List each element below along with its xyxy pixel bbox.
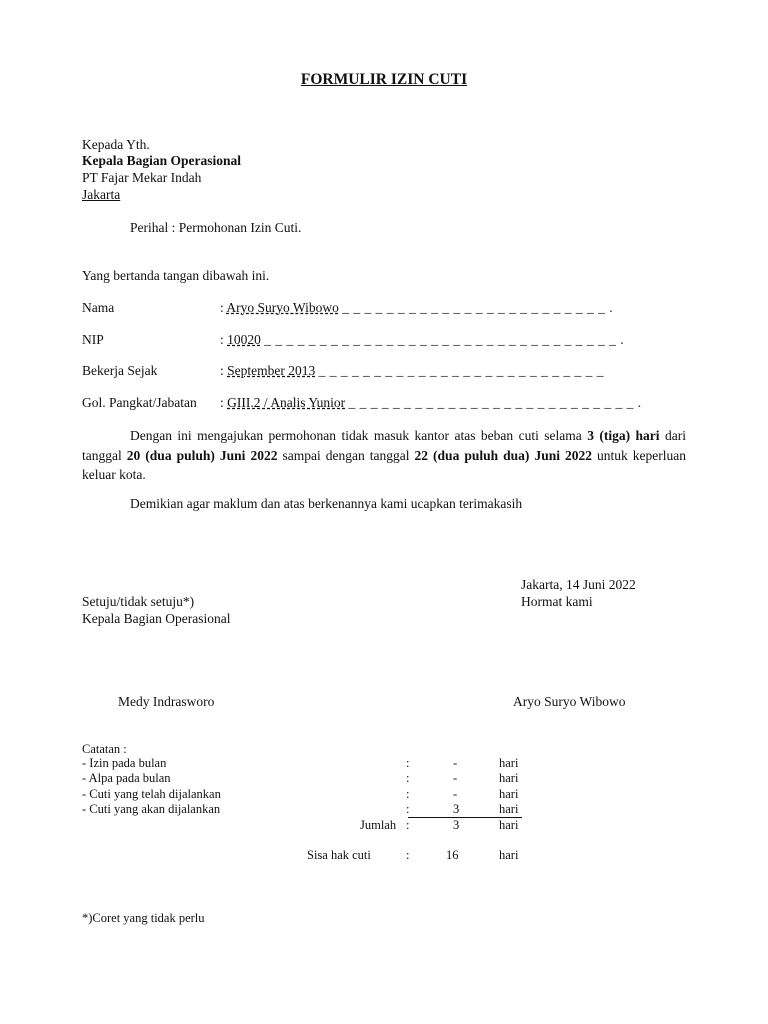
field-label-jabatan: Gol. Pangkat/Jabatan bbox=[82, 395, 197, 410]
intro-text: Yang bertanda tangan dibawah ini. bbox=[82, 268, 270, 283]
field-text-nip: 10020 bbox=[227, 332, 261, 347]
field-fill-jabatan: _ _ _ _ _ _ _ _ _ _ _ _ _ _ _ _ _ _ _ _ _ _ _ _ _ _ . bbox=[348, 395, 642, 410]
total-unit: hari bbox=[499, 818, 519, 832]
field-text-bekerja-sejak: September 2013 bbox=[227, 363, 316, 378]
remaining-label: Sisa hak cuti bbox=[307, 848, 371, 862]
field-label-bekerja-sejak: Bekerja Sejak bbox=[82, 363, 158, 378]
notes-heading: Catatan : bbox=[82, 742, 127, 756]
recipient-salutation: Kepada Yth. bbox=[82, 137, 150, 152]
note-label: - Cuti yang akan dijalankan bbox=[82, 802, 221, 816]
total-label: Jumlah bbox=[360, 818, 397, 832]
field-label-nama: Nama bbox=[82, 300, 115, 315]
recipient-city: Jakarta bbox=[82, 187, 121, 202]
field-fill-bekerja-sejak: _ _ _ _ _ _ _ _ _ _ _ _ _ _ _ _ _ _ _ _ _ _ _ _ _ _ bbox=[318, 363, 604, 378]
note-unit: hari bbox=[499, 802, 519, 816]
approver-name: Medy Indrasworo bbox=[118, 694, 215, 709]
body-start-date: 20 (dua puluh) Juni 2022 bbox=[126, 447, 278, 463]
note-colon: : bbox=[406, 771, 410, 785]
note-value: - bbox=[453, 787, 458, 801]
field-value-nip: : 10020 _ _ _ _ _ _ _ _ _ _ _ _ _ _ _ _ _ _ _ _ _ _ _ _ _ _ _ _ _ _ _ _ . bbox=[220, 332, 625, 347]
field-value-jabatan: : GIII.2 / Analis Yunior _ _ _ _ _ _ _ _ _ _ _ _ _ _ _ _ _ _ _ _ _ _ _ _ _ _ . bbox=[220, 395, 642, 410]
field-value-bekerja-sejak: : September 2013 _ _ _ _ _ _ _ _ _ _ _ _ _ _ _ _ _ _ _ _ _ _ _ _ _ _ bbox=[220, 363, 604, 378]
total-value: 3 bbox=[453, 818, 460, 832]
recipient-company: PT Fajar Mekar Indah bbox=[82, 170, 202, 185]
body-text-3: sampai dengan tanggal bbox=[282, 447, 410, 463]
subject-line: Perihal : Permohonan Izin Cuti. bbox=[130, 220, 302, 235]
request-paragraph bbox=[82, 426, 686, 485]
field-text-jabatan: GIII.2 / Analis Yunior bbox=[227, 395, 346, 410]
footnote: *)Coret yang tidak perlu bbox=[82, 911, 205, 925]
field-text-nama: Aryo Suryo Wibowo bbox=[226, 300, 339, 315]
note-unit: hari bbox=[499, 756, 519, 770]
note-colon: : bbox=[406, 787, 410, 801]
remaining-unit: hari bbox=[499, 848, 519, 862]
field-fill-nama: _ _ _ _ _ _ _ _ _ _ _ _ _ _ _ _ _ _ _ _ _ _ _ _ . bbox=[342, 300, 614, 315]
note-label: - Cuti yang telah dijalankan bbox=[82, 787, 221, 801]
note-value: 3 bbox=[453, 802, 460, 816]
closing-text: Demikian agar maklum dan atas berkenannya kami ucapkan terimakasih bbox=[130, 496, 523, 511]
body-duration: 3 (tiga) hari bbox=[587, 428, 660, 443]
applicant-name: Aryo Suryo Wibowo bbox=[513, 694, 626, 709]
total-colon: : bbox=[406, 818, 410, 832]
body-text-4: untuk keperluan keluar kota. bbox=[82, 447, 687, 482]
note-value: - bbox=[453, 771, 458, 785]
note-label: - Izin pada bulan bbox=[82, 756, 167, 770]
body-text-2: dari tanggal bbox=[82, 428, 686, 463]
remaining-colon: : bbox=[406, 848, 410, 862]
form-title: FORMULIR IZIN CUTI bbox=[300, 71, 468, 88]
regards-text: Hormat kami bbox=[521, 594, 593, 609]
recipient-position: Kepala Bagian Operasional bbox=[82, 153, 242, 168]
note-value: - bbox=[453, 756, 458, 770]
note-label: - Alpa pada bulan bbox=[82, 771, 171, 785]
field-value-nama: : Aryo Suryo Wibowo _ _ _ _ _ _ _ _ _ _ _ _ _ _ _ _ _ _ _ _ _ _ _ _ . bbox=[220, 300, 614, 315]
note-unit: hari bbox=[499, 787, 519, 801]
approver-title: Kepala Bagian Operasional bbox=[82, 611, 231, 626]
field-fill-nip: _ _ _ _ _ _ _ _ _ _ _ _ _ _ _ _ _ _ _ _ _ _ _ _ _ _ _ _ _ _ _ _ . bbox=[264, 332, 625, 347]
field-label-nip: NIP bbox=[82, 332, 104, 347]
note-colon: : bbox=[406, 756, 410, 770]
remaining-value: 16 bbox=[446, 848, 459, 862]
note-colon: : bbox=[406, 802, 410, 816]
approval-text: Setuju/tidak setuju*) bbox=[82, 594, 195, 609]
body-end-date: 22 (dua puluh dua) Juni 2022 bbox=[414, 447, 592, 463]
place-date: Jakarta, 14 Juni 2022 bbox=[521, 577, 636, 592]
body-text-1: Dengan ini mengajukan permohonan tidak masuk kantor atas beban cuti selama bbox=[130, 428, 582, 443]
note-unit: hari bbox=[499, 771, 519, 785]
